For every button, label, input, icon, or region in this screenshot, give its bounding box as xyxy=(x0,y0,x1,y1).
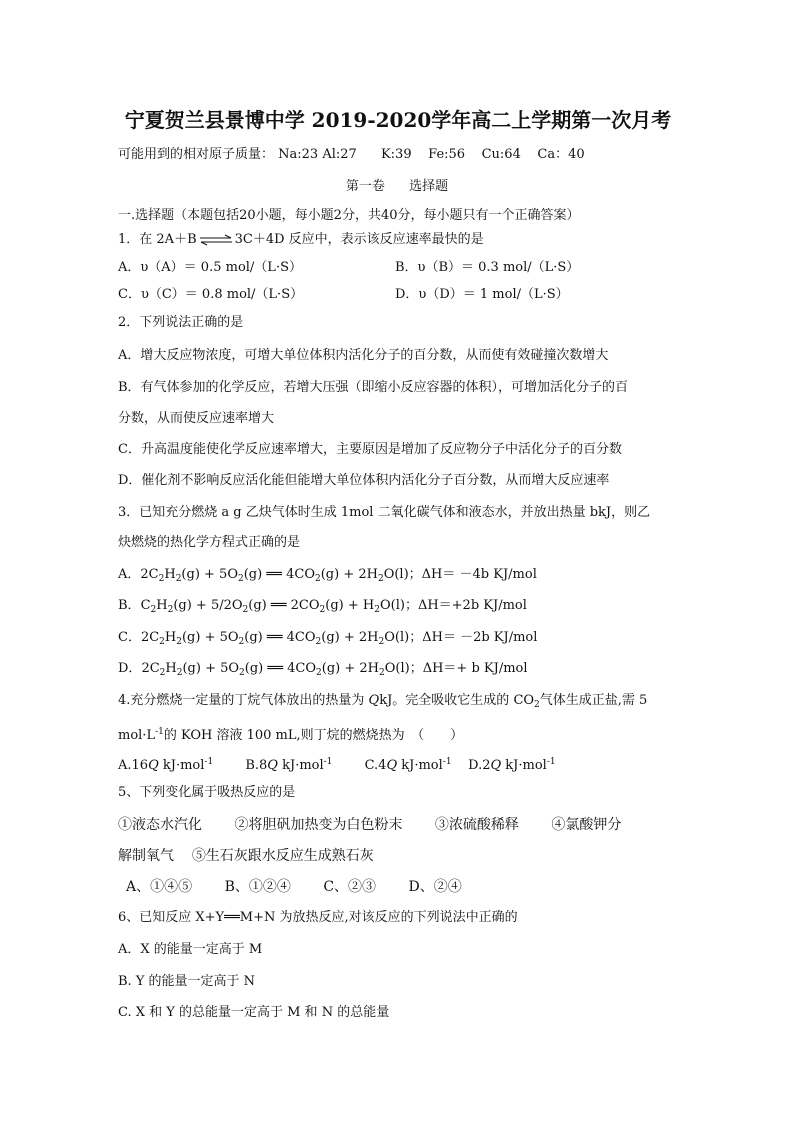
q4-option-a: A.16Q kJ·mol$^{-1}$ xyxy=(118,757,214,773)
atomic-masses-line xyxy=(118,146,585,164)
reversible-arrow-icon xyxy=(199,234,233,246)
q3-option-b: B．$C_2H_2(g) + 5/2O_2(g)$ ══ $2CO_2(g) + H_2O(l)$；ΔH＝+2b KJ/mol xyxy=(118,598,527,615)
q5-option-d: D、②④ xyxy=(408,879,462,895)
q3-a-enthalpy: ；ΔH＝ －4b KJ/mol xyxy=(408,567,537,582)
q3-d-enthalpy: ；ΔH＝+ b KJ/mol xyxy=(409,661,528,676)
q5-item-4: ④氯酸钾分 xyxy=(551,817,622,833)
q1-option-c: C．υ（C）＝ 0.8 mol/（L·S） xyxy=(118,287,304,302)
q2-stem: 2．下列说法正确的是 xyxy=(118,315,244,330)
q5-item-4-cont: 解制氧气 xyxy=(118,848,174,864)
q3-b-enthalpy: ；ΔH＝+2b KJ/mol xyxy=(404,598,527,613)
q4-stem-part2: kJ。完全吸收它生成的 CO xyxy=(379,693,535,708)
instructions: 一.选择题（本题包括20小题，每小题2分，共40分，每小题只有一个正确答案） xyxy=(118,208,580,223)
q5-item-1: ①液态水汽化 xyxy=(118,817,202,833)
q6-option-b: B. Y 的能量一定高于 N xyxy=(118,974,256,989)
q4-stem-line2 xyxy=(118,723,463,745)
q3-c-enthalpy: ；ΔH＝ －2b KJ/mol xyxy=(409,630,538,645)
q3-option-c: C．$2C_2H_2(g) + 5O_2(g)$ ══ $4CO_2(g) + 2H_2O(l)$；ΔH＝ －2b KJ/mol xyxy=(118,630,538,647)
q3-option-a: A．$2C_2H_2(g) + 5O_2(g)$ ══ $4CO_2(g) + 2H_2O(l)$；ΔH＝ －4b KJ/mol xyxy=(118,567,537,584)
q5-options xyxy=(126,878,462,896)
q5-items-line1 xyxy=(118,816,621,834)
q5-option-c: C、②③ xyxy=(323,879,377,895)
q4-option-b: B.8Q kJ·mol$^{-1}$ xyxy=(245,757,333,773)
section-name: 选择题 xyxy=(409,179,449,194)
q3-b-label: B． xyxy=(118,598,141,613)
q5-item-5: ⑤生石灰跟水反应生成熟石灰 xyxy=(191,848,374,864)
mass-fe: Fe:56 xyxy=(428,147,466,162)
q1-option-a: A．υ（A）＝ 0.5 mol/（L·S） xyxy=(118,260,302,275)
q5-item-3: ③浓硫酸稀释 xyxy=(434,817,519,833)
q6-option-c: C. X 和 Y 的总能量一定高于 M 和 N 的总能量 xyxy=(118,1005,390,1020)
q3-option-d: D．$2C_2H_2(g) + 5O_2(g)$ ══ $4CO_2(g) + 2H_2O(l)$；ΔH＝+ b KJ/mol xyxy=(118,661,528,678)
page-title: 宁夏贺兰县景博中学 2019-2020学年高二上学期第一次月考 xyxy=(124,108,672,132)
mass-na: Na:23 xyxy=(278,147,319,162)
q2-option-d: D．催化剂不影响反应活化能但能增大单位体积内活化分子百分数，从而增大反应速率 xyxy=(118,473,610,488)
q3-stem-line1: 3．已知充分燃烧 a g 乙炔气体时生成 1mol 二氧化碳气体和液态水，并放出热量 bkJ，则乙 xyxy=(118,505,651,520)
q4-option-d: D.2Q kJ·mol$^{-1}$ xyxy=(468,757,556,773)
q3-a-label: A． xyxy=(118,567,141,582)
q4-option-c: C.4Q kJ·mol$^{-1}$ xyxy=(364,757,452,773)
q4-unit-conc: mol·L xyxy=(118,728,156,743)
q2-option-c: C．升高温度能使化学反应速率增大，主要原因是增加了反应物分子中活化分子的百分数 xyxy=(118,442,622,457)
q2-option-b-line2: 分数，从而使反应速率增大 xyxy=(118,411,275,426)
q1-option-d: D．υ（D）＝ 1 mol/（L·S） xyxy=(395,287,569,302)
atomic-masses-label: 可能用到的相对原子质量： xyxy=(118,147,275,162)
q4-stem-part1: 4.充分燃烧一定量的丁烷气体放出的热量为 xyxy=(118,693,365,708)
q2-option-b-line1: B．有气体参加的化学反应，若增大压强（即缩小反应容器的体积），可增加活化分子的百 xyxy=(118,380,629,395)
q5-item-2: ②将胆矾加热变为白色粉末 xyxy=(234,817,403,833)
section-heading xyxy=(0,178,794,196)
q1-option-b: B．υ（B）＝ 0.3 mol/（L·S） xyxy=(395,260,580,275)
q3-c-label: C． xyxy=(118,630,141,645)
mass-cu: Cu:64 xyxy=(481,147,521,162)
q4-options xyxy=(118,753,556,775)
q4-stem-line1: 4.充分燃烧一定量的丁烷气体放出的热量为 QkJ。完全吸收它生成的 $CO_2$气体生成正盐,需 5 xyxy=(118,693,648,710)
q5-stem: 5、下列变化属于吸热反应的是 xyxy=(118,785,296,800)
mass-k: K:39 xyxy=(380,147,412,162)
mass-ca: Ca：40 xyxy=(537,147,585,162)
q3-stem-line2: 炔燃烧的热化学方程式正确的是 xyxy=(118,535,301,550)
q1-stem xyxy=(118,231,484,249)
q4-variable-q: Q xyxy=(368,693,380,708)
q1-suffix: 3C＋4D 反应中，表示该反应速率最快的是 xyxy=(234,232,484,247)
q4-exponent: -1 xyxy=(155,727,164,737)
q5-option-a: A、①④⑤ xyxy=(126,879,193,895)
mass-al: Al:27 xyxy=(322,147,357,162)
section-part: 第一卷 xyxy=(345,179,385,194)
q5-items-line2 xyxy=(118,847,374,865)
q2-option-a: A．增大反应物浓度，可增大单位体积内活化分子的百分数，从而使有效碰撞次数增大 xyxy=(118,348,609,363)
q4-stem-part3: 气体生成正盐,需 5 xyxy=(539,693,648,708)
q3-d-label: D． xyxy=(118,661,142,676)
q4-stem-part4: 的 KOH 溶液 100 mL,则丁烷的燃烧热为 （ ） xyxy=(163,728,464,743)
q6-option-a: A．X 的能量一定高于 M xyxy=(118,942,263,957)
q1-prefix: 1．在 2A＋B xyxy=(118,232,197,247)
q5-option-b: B、①②④ xyxy=(224,879,291,895)
q6-stem: 6、已知反应 X+Y══M+N 为放热反应,对该反应的下列说法中正确的 xyxy=(118,910,518,925)
